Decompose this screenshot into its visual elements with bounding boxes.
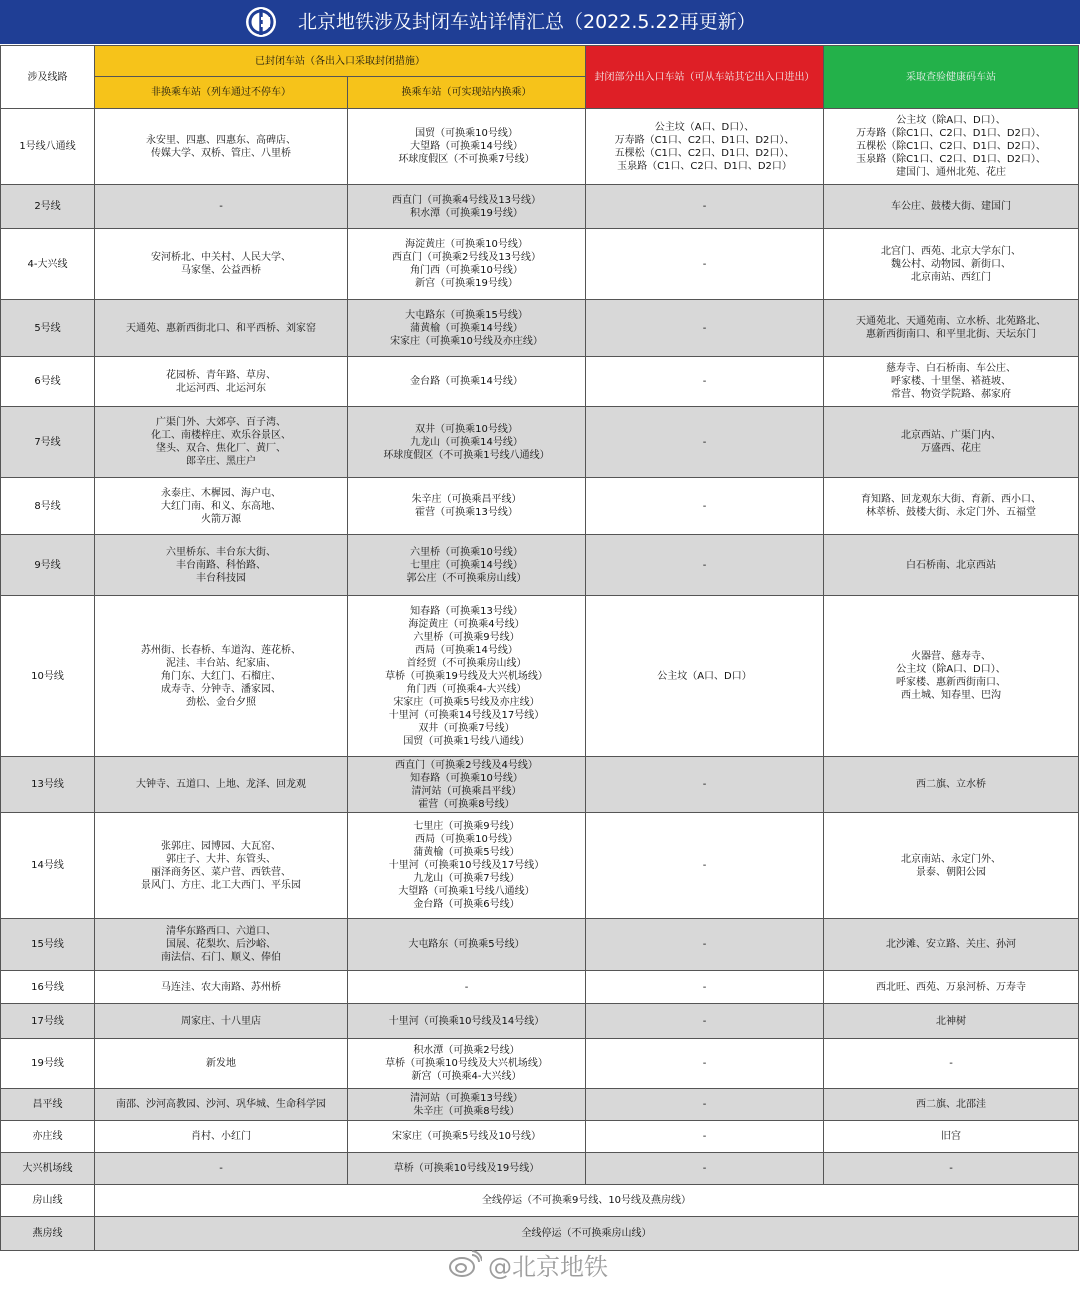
nontransfer-stations-line: - — [219, 1163, 223, 1174]
transfer-stations-line: 草桥（可换乘10号线及大兴机场线） — [385, 1058, 548, 1069]
partial-closed-stations — [586, 971, 824, 1004]
table-row — [1, 1039, 1079, 1089]
transfer-stations-line: 西直门（可换乘2号线及4号线） — [395, 759, 538, 771]
partial-closed-stations-line: - — [702, 322, 707, 334]
health-check-stations-line: 育知路、回龙观东大街、育新、西小口、 — [861, 494, 1041, 505]
health-check-stations-line: 北沙滩、安立路、关庄、孙河 — [886, 939, 1016, 950]
nontransfer-stations — [95, 971, 348, 1004]
partial-closed-stations — [586, 1039, 824, 1089]
transfer-stations-line: 积水潭（可换乘19号线） — [410, 207, 523, 219]
nontransfer-stations — [95, 185, 348, 229]
nontransfer-stations — [95, 1089, 348, 1121]
transfer-stations-line: 九龙山（可换乘14号线） — [410, 436, 523, 448]
table-row — [1, 1089, 1079, 1121]
line-name: 昌平线 — [1, 1089, 95, 1121]
health-check-stations-line: 万寿路（除C1口、C2口、D1口、D2口）、 — [856, 128, 1046, 139]
nontransfer-stations — [95, 757, 348, 813]
transfer-stations-line: 角门西（可换乘10号线） — [410, 265, 523, 276]
table-row — [1, 1153, 1079, 1185]
transfer-stations-line: 新宫（可换乘4-大兴线） — [411, 1071, 522, 1082]
line-name: 16号线 — [1, 971, 95, 1004]
health-check-stations — [824, 757, 1079, 813]
transfer-stations-line: 清河站（可换乘13号线） — [410, 1092, 523, 1104]
weibo-icon — [448, 1250, 482, 1278]
transfer-stations-line: 清河站（可换乘昌平线） — [411, 785, 522, 797]
line-name: 大兴机场线 — [1, 1153, 95, 1185]
transfer-stations-line: 西局（可换乘10号线） — [415, 834, 518, 845]
nontransfer-stations-line: 大红门南、和义、东高地、 — [161, 500, 281, 512]
partial-closed-stations — [586, 185, 824, 229]
partial-closed-stations-line: - — [702, 1058, 707, 1069]
health-check-stations — [824, 971, 1079, 1004]
transfer-stations-line: 角门西（可换乘4-大兴线） — [406, 683, 527, 695]
line-name: 14号线 — [1, 813, 95, 919]
nontransfer-stations-line: 传媒大学、双桥、管庄、八里桥 — [151, 147, 291, 159]
transfer-stations — [348, 596, 586, 757]
transfer-stations — [348, 757, 586, 813]
health-check-stations-line: 白石桥南、北京西站 — [906, 559, 996, 571]
nontransfer-stations — [95, 813, 348, 919]
partial-closed-stations-line: 公主坟（A口、D口） — [657, 670, 752, 682]
transfer-stations-line: 大屯路东（可换乘5号线） — [408, 939, 525, 950]
nontransfer-stations-line: 清华东路西口、六道口、 — [166, 926, 276, 937]
transfer-stations-line: 蒲黄榆（可换乘14号线） — [410, 322, 523, 334]
partial-closed-stations — [586, 757, 824, 813]
line-name: 17号线 — [1, 1004, 95, 1039]
transfer-stations-line: 环球度假区（不可换乘1号线八通线） — [383, 449, 550, 461]
health-check-stations-line: 西二旗、北邵洼 — [916, 1099, 986, 1110]
health-check-stations-line: 北京南站、西红门 — [911, 271, 991, 283]
transfer-stations — [348, 971, 586, 1004]
nontransfer-stations-line: 肖村、小红门 — [191, 1131, 251, 1142]
transfer-stations — [348, 1089, 586, 1121]
transfer-stations-line: 大望路（可换乘14号线） — [410, 141, 523, 152]
watermark — [448, 1247, 608, 1281]
health-check-stations-line: 公主坟（除A口、D口）、 — [896, 115, 1006, 126]
nontransfer-stations-line: 北运河西、北运河东 — [176, 382, 266, 394]
health-check-stations — [824, 300, 1079, 357]
table-row — [1, 813, 1079, 919]
transfer-stations-line: 宋家庄（可换乘10号线及亦庄线） — [390, 335, 543, 347]
partial-closed-stations — [586, 1004, 824, 1039]
health-check-stations — [824, 1121, 1079, 1153]
nontransfer-stations-line: 大钟寺、五道口、上地、龙泽、回龙观 — [136, 779, 306, 790]
line-name: 13号线 — [1, 757, 95, 813]
table-row — [1, 229, 1079, 300]
partial-closed-stations-line: - — [702, 500, 707, 512]
health-check-stations — [824, 813, 1079, 919]
header-partial-closed: 封闭部分出入口车站（可从车站其它出入口进出） — [586, 46, 824, 109]
partial-closed-stations — [586, 1121, 824, 1153]
transfer-stations-line: 十里河（可换乘14号线及17号线） — [388, 709, 545, 721]
transfer-stations-line: 新宫（可换乘19号线） — [415, 278, 518, 289]
partial-closed-stations — [586, 300, 824, 357]
partial-closed-stations-line: - — [702, 860, 707, 871]
nontransfer-stations-line: 郎辛庄、黑庄户 — [186, 456, 256, 467]
table-row — [1, 1217, 1079, 1251]
header-line: 涉及线路 — [1, 46, 95, 109]
transfer-stations-line: 十里河（可换乘10号线及17号线） — [388, 860, 545, 871]
line-name: 5号线 — [1, 300, 95, 357]
table-body — [1, 109, 1079, 1251]
health-check-stations — [824, 1089, 1079, 1121]
transfer-stations-line: 七里庄（可换乘9号线） — [413, 821, 520, 832]
partial-closed-stations — [586, 478, 824, 535]
table-row — [1, 185, 1079, 229]
line-name: 4-大兴线 — [1, 229, 95, 300]
transfer-stations — [348, 109, 586, 185]
health-check-stations-line: 常营、物资学院路、郝家府 — [891, 389, 1011, 400]
health-check-stations-line: 北京南站、永定门外、 — [901, 853, 1001, 865]
transfer-stations — [348, 813, 586, 919]
table-row — [1, 535, 1079, 596]
nontransfer-stations-line: 张郭庄、园博园、大瓦窑、 — [161, 840, 281, 852]
header-health-check: 采取查验健康码车站 — [824, 46, 1079, 109]
nontransfer-stations — [95, 535, 348, 596]
line-name: 2号线 — [1, 185, 95, 229]
health-check-stations-line: 公主坟（除A口、D口）、 — [896, 664, 1006, 675]
health-check-stations-line: 北京西站、广渠门内、 — [901, 430, 1001, 441]
transfer-stations-line: 宋家庄（可换乘5号线及10号线） — [391, 1131, 542, 1142]
partial-closed-stations-line: - — [702, 779, 707, 790]
table-row — [1, 407, 1079, 478]
partial-closed-stations-line: - — [702, 1131, 707, 1142]
nontransfer-stations-line: 角门东、大红门、石榴庄、 — [161, 670, 281, 682]
transfer-stations-line: 草桥（可换乘19号线及大兴机场线） — [385, 670, 548, 682]
health-check-stations-line: 西二旗、立水桥 — [916, 779, 986, 790]
nontransfer-stations — [95, 1153, 348, 1185]
health-check-stations-line: 北宫门、西苑、北京大学东门、 — [881, 245, 1021, 257]
health-check-stations-line: 林萃桥、鼓楼大街、永定门外、五福堂 — [866, 507, 1036, 518]
transfer-stations-line: 草桥（可换乘10号线及19号线） — [393, 1163, 540, 1174]
transfer-stations — [348, 478, 586, 535]
nontransfer-stations-line: 国展、花梨坎、后沙峪、 — [166, 939, 276, 950]
partial-closed-stations — [586, 1089, 824, 1121]
table-row — [1, 596, 1079, 757]
nontransfer-stations-line: 丰台南路、科怡路、 — [176, 559, 266, 571]
transfer-stations — [348, 300, 586, 357]
health-check-stations — [824, 478, 1079, 535]
nontransfer-stations — [95, 1039, 348, 1089]
line-name: 10号线 — [1, 596, 95, 757]
health-check-stations-line: 天通苑北、天通苑南、立水桥、北苑路北、 — [856, 316, 1046, 327]
line-name: 8号线 — [1, 478, 95, 535]
line-name: 房山线 — [1, 1185, 95, 1217]
partial-closed-stations — [586, 813, 824, 919]
health-check-stations-line: 车公庄、鼓楼大街、建国门 — [891, 201, 1011, 212]
transfer-stations-line: 七里庄（可换乘14号线） — [410, 559, 523, 571]
transfer-stations-line: 国贸（可换乘10号线） — [415, 128, 518, 139]
table-row — [1, 300, 1079, 357]
nontransfer-stations-line: 丰台科技园 — [196, 572, 246, 584]
health-check-stations — [824, 1153, 1079, 1185]
watermark-text: @北京地铁 — [488, 1252, 608, 1281]
table-row — [1, 919, 1079, 971]
nontransfer-stations — [95, 919, 348, 971]
nontransfer-stations-line: 六里桥东、丰台东大街、 — [166, 546, 276, 558]
line-name: 亦庄线 — [1, 1121, 95, 1153]
page-title: 北京地铁涉及封闭车站详情汇总（2022.5.22再更新） — [298, 11, 756, 33]
partial-closed-stations-line: - — [702, 1163, 707, 1174]
transfer-stations-line: 蒲黄榆（可换乘5号线） — [413, 847, 520, 858]
transfer-stations-line: 朱辛庄（可换乘昌平线） — [411, 494, 522, 505]
health-check-stations-line: 西土城、知春里、巴沟 — [901, 690, 1001, 701]
partial-closed-stations-line: 五棵松（C1口、C2口、D1口、D2口）、 — [614, 147, 795, 159]
transfer-stations — [348, 407, 586, 478]
transfer-stations-line: 知春路（可换乘10号线） — [410, 772, 523, 784]
table-row — [1, 1121, 1079, 1153]
transfer-stations-line: 霍营（可换乘13号线） — [415, 507, 518, 518]
transfer-stations — [348, 1153, 586, 1185]
nontransfer-stations-line: 泥洼、丰台站、纪家庙、 — [166, 657, 276, 669]
title-bar — [0, 0, 1080, 44]
partial-closed-stations — [586, 357, 824, 407]
nontransfer-stations-line: 永安里、四惠、四惠东、高碑店、 — [146, 134, 296, 146]
transfer-stations-line: 大屯路东（可换乘15号线） — [405, 309, 528, 321]
table-row — [1, 1004, 1079, 1039]
transfer-stations-line: 积水潭（可换乘2号线） — [413, 1045, 520, 1056]
health-check-stations-line: 呼家楼、惠新西街南口、 — [896, 677, 1006, 688]
line-name: 15号线 — [1, 919, 95, 971]
nontransfer-stations-line: 景风门、方庄、北工大西门、平乐园 — [141, 879, 301, 891]
health-check-stations-line: 呼家楼、十里堡、褡裢坡、 — [891, 376, 1011, 387]
transfer-stations-line: 九龙山（可换乘7号线） — [413, 873, 520, 884]
transfer-stations-line: 国贸（可换乘1号线八通线） — [403, 735, 530, 747]
line-name: 燕房线 — [1, 1217, 95, 1251]
health-check-stations-line: 火器营、慈寿寺、 — [911, 651, 991, 662]
health-check-stations-line: - — [949, 1058, 953, 1069]
transfer-stations-line: 六里桥（可换乘9号线） — [413, 631, 520, 643]
partial-closed-stations — [586, 535, 824, 596]
partial-closed-stations — [586, 407, 824, 478]
health-check-stations — [824, 1004, 1079, 1039]
nontransfer-stations-line: 化工、南楼梓庄、欢乐谷景区、 — [151, 430, 291, 441]
transfer-stations-line: 金台路（可换乘14号线） — [410, 376, 523, 387]
partial-closed-stations-line: - — [702, 939, 707, 950]
transfer-stations — [348, 1121, 586, 1153]
closure-table — [0, 45, 1079, 1251]
partial-closed-stations — [586, 596, 824, 757]
nontransfer-stations — [95, 109, 348, 185]
nontransfer-stations-line: 马连洼、农大南路、苏州桥 — [161, 981, 281, 993]
transfer-stations-line: 双井（可换乘7号线） — [418, 722, 515, 734]
nontransfer-stations-line: 苏州街、长春桥、车道沟、莲花桥、 — [141, 644, 301, 656]
header-closed-stations: 已封闭车站（各出入口采取封闭措施） — [95, 46, 586, 77]
partial-closed-stations-line: - — [702, 201, 707, 212]
partial-closed-stations-line: - — [702, 436, 707, 448]
transfer-stations — [348, 535, 586, 596]
nontransfer-stations-line: 火箭万源 — [201, 513, 241, 525]
health-check-stations-line: 西北旺、西苑、万泉河桥、万寿寺 — [876, 981, 1026, 993]
transfer-stations-line: 西局（可换乘14号线） — [415, 644, 518, 656]
line-name: 7号线 — [1, 407, 95, 478]
transfer-stations-line: 首经贸（不可换乘房山线） — [406, 657, 527, 669]
health-check-stations-line: 北神树 — [936, 1015, 966, 1027]
nontransfer-stations-line: 天通苑、惠新西街北口、和平西桥、刘家窑 — [126, 322, 316, 334]
health-check-stations — [824, 596, 1079, 757]
table-row — [1, 109, 1079, 185]
nontransfer-stations-line: 垡头、双合、焦化厂、黄厂、 — [156, 443, 286, 454]
partial-closed-stations-line: 玉泉路（C1口、C2口、D1口、D2口） — [617, 160, 792, 172]
transfer-stations-line: 金台路（可换乘6号线） — [413, 899, 520, 910]
health-check-stations — [824, 535, 1079, 596]
nontransfer-stations — [95, 300, 348, 357]
table-row — [1, 478, 1079, 535]
nontransfer-stations-line: 永泰庄、木樨园、海户屯、 — [161, 487, 281, 499]
table-row — [1, 357, 1079, 407]
nontransfer-stations-line: 南邵、沙河高教园、沙河、巩华城、生命科学园 — [116, 1099, 326, 1110]
health-check-stations — [824, 185, 1079, 229]
nontransfer-stations-line: 南法信、石门、顺义、俸伯 — [161, 952, 281, 963]
nontransfer-stations-line: 安河桥北、中关村、人民大学、 — [151, 252, 291, 263]
suspension-note: 全线停运（不可换乘9号线、10号线及燕房线） — [95, 1185, 1079, 1217]
transfer-stations-line: 西直门（可换乘2号线及13号线） — [391, 252, 542, 263]
health-check-stations-line: 玉泉路（除C1口、C2口、D1口、D2口）、 — [856, 154, 1046, 165]
transfer-stations-line: 海淀黄庄（可换乘10号线） — [405, 239, 528, 250]
transfer-stations — [348, 1004, 586, 1039]
transfer-stations-line: 十里河（可换乘10号线及14号线） — [388, 1015, 545, 1027]
nontransfer-stations-line: 周家庄、十八里店 — [181, 1015, 261, 1027]
table-row — [1, 1185, 1079, 1217]
partial-closed-stations — [586, 229, 824, 300]
partial-closed-stations-line: - — [702, 376, 707, 387]
health-check-stations — [824, 109, 1079, 185]
nontransfer-stations-line: 新发地 — [206, 1058, 236, 1069]
transfer-stations-line: 六里桥（可换乘10号线） — [410, 546, 523, 558]
health-check-stations — [824, 407, 1079, 478]
nontransfer-stations-line: 花园桥、青年路、草房、 — [166, 369, 276, 381]
partial-closed-stations — [586, 1153, 824, 1185]
partial-closed-stations-line: - — [702, 1099, 707, 1110]
nontransfer-stations — [95, 407, 348, 478]
transfer-stations — [348, 1039, 586, 1089]
transfer-stations-line: 海淀黄庄（可换乘4号线） — [408, 618, 525, 630]
health-check-stations-line: 万盛西、花庄 — [921, 443, 981, 454]
health-check-stations — [824, 1039, 1079, 1089]
transfer-stations-line: 西直门（可换乘4号线及13号线） — [391, 194, 542, 206]
suspension-note: 全线停运（不可换乘房山线） — [95, 1217, 1079, 1251]
nontransfer-stations — [95, 478, 348, 535]
partial-closed-stations-line: - — [702, 559, 707, 571]
partial-closed-stations-line: 万寿路（C1口、C2口、D1口、D2口）、 — [614, 134, 795, 146]
nontransfer-stations — [95, 596, 348, 757]
health-check-stations-line: 五棵松（除C1口、C2口、D1口、D2口）、 — [856, 141, 1046, 152]
partial-closed-stations — [586, 919, 824, 971]
transfer-stations-line: 环球度假区（不可换乘7号线） — [398, 154, 535, 165]
nontransfer-stations-line: 劲松、金台夕照 — [186, 696, 256, 708]
nontransfer-stations — [95, 1004, 348, 1039]
line-name: 19号线 — [1, 1039, 95, 1089]
line-name: 9号线 — [1, 535, 95, 596]
nontransfer-stations — [95, 357, 348, 407]
nontransfer-stations-line: 丽泽商务区、菜户营、西铁营、 — [151, 866, 291, 878]
nontransfer-stations-line: 成寿寺、分钟寺、潘家园、 — [161, 683, 281, 695]
transfer-stations-line: 大望路（可换乘1号线八通线） — [398, 886, 535, 897]
health-check-stations — [824, 919, 1079, 971]
health-check-stations-line: 惠新西街南口、和平里北街、天坛东门 — [866, 329, 1036, 340]
transfer-stations-line: 宋家庄（可换乘5号线及亦庄线） — [393, 696, 540, 708]
transfer-stations-line: 霍营（可换乘8号线） — [418, 798, 515, 810]
nontransfer-stations-line: 广渠门外、大郊亭、百子湾、 — [156, 417, 286, 428]
transfer-stations — [348, 185, 586, 229]
transfer-stations — [348, 229, 586, 300]
line-name: 1号线八通线 — [1, 109, 95, 185]
nontransfer-stations-line: - — [219, 201, 223, 212]
transfer-stations — [348, 357, 586, 407]
health-check-stations — [824, 357, 1079, 407]
health-check-stations — [824, 229, 1079, 300]
health-check-stations-line: 慈寿寺、白石桥南、车公庄、 — [886, 363, 1016, 374]
health-check-stations-line: 建国门、通州北苑、花庄 — [896, 167, 1006, 178]
health-check-stations-line: 景泰、朝阳公园 — [916, 866, 986, 878]
partial-closed-stations-line: - — [702, 258, 707, 270]
nontransfer-stations — [95, 1121, 348, 1153]
header-transfer: 换乘车站（可实现站内换乘） — [348, 77, 586, 109]
transfer-stations — [348, 919, 586, 971]
table-row — [1, 757, 1079, 813]
transfer-stations-line: 朱辛庄（可换乘8号线） — [413, 1105, 520, 1117]
transfer-stations-line: - — [464, 981, 469, 993]
partial-closed-stations — [586, 109, 824, 185]
nontransfer-stations-line: 马家堡、公益西桥 — [181, 265, 261, 276]
transfer-stations-line: 双井（可换乘10号线） — [415, 423, 518, 435]
table-row — [1, 971, 1079, 1004]
health-check-stations-line: 旧宫 — [941, 1131, 961, 1142]
partial-closed-stations-line: - — [702, 981, 707, 993]
header-nontransfer: 非换乘车站（列车通过不停车） — [95, 77, 348, 109]
line-name: 6号线 — [1, 357, 95, 407]
transfer-stations-line: 知春路（可换乘13号线） — [410, 605, 523, 617]
health-check-stations-line: 魏公村、动物园、新街口、 — [891, 258, 1011, 270]
partial-closed-stations-line: - — [702, 1015, 707, 1027]
transfer-stations-line: 郭公庄（不可换乘房山线） — [406, 572, 527, 584]
beijing-subway-logo-icon — [245, 6, 277, 38]
nontransfer-stations — [95, 229, 348, 300]
nontransfer-stations-line: 郭庄子、大井、东管头、 — [166, 853, 276, 865]
partial-closed-stations-line: 公主坟（A口、D口）、 — [654, 121, 755, 133]
health-check-stations-line: - — [949, 1163, 953, 1174]
